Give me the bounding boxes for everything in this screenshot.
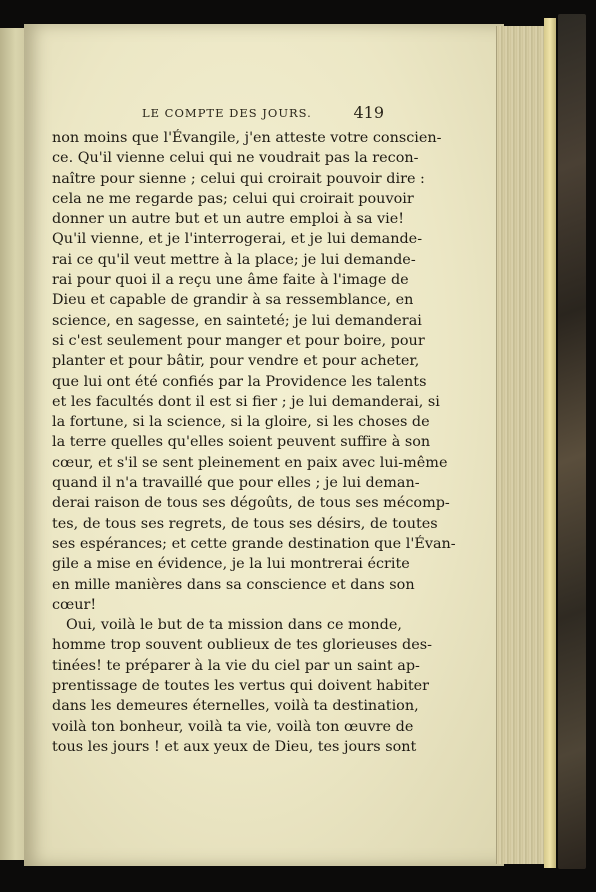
text-line: prentissage de toutes les vertus qui doivent habiter [52,678,430,695]
running-head [140,103,384,124]
text-line: rai ce qu'il veut mettre à la place; je lui demande- [52,251,416,268]
text-line: tous les jours ! et aux yeux de Dieu, tes jours sont [52,738,417,755]
book-spine-board [544,18,556,868]
text-line: science, en sagesse, en sainteté; je lui demanderai [52,312,422,329]
text-line: tes, de tous ses regrets, de tous ses désirs, de toutes [52,515,438,532]
text-line: Qu'il vienne, et je l'interrogerai, et je lui demande- [52,231,423,248]
text-line: voilà ton bonheur, voilà ta vie, voilà ton œuvre de [52,718,414,735]
text-line: Dieu et capable de grandir à sa ressemblance, en [52,292,414,309]
text-line: et les facultés dont il est si fier ; je lui demanderai, si [52,393,440,410]
text-line: dans les demeures éternelles, voilà ta destination, [52,698,419,715]
text-line: naître pour sienne ; celui qui croirait pouvoir dire : [52,170,425,187]
text-line: tinées! te préparer à la vie du ciel par un saint ap- [52,657,420,674]
text-line: rai pour quoi il a reçu une âme faite à l'image de [52,272,409,289]
text-line: ses espérances; et cette grande destination que l'Évan- [52,535,456,552]
text-line: cœur! [52,596,97,613]
page-block-edge [496,26,547,864]
marbled-cover [558,14,586,869]
text-line: derai raison de tous ses dégoûts, de tous ses mécomp- [52,495,450,512]
text-line: cela ne me regarde pas; celui qui croirait pouvoir [52,190,414,207]
text-line: ce. Qu'il vienne celui qui ne voudrait pas la recon- [52,150,419,167]
facing-page-edge [0,28,27,860]
text-line: gile a mise en évidence, je la lui montrerai écrite [52,556,410,573]
text-line: homme trop souvent oublieux de tes glorieuses des- [52,637,432,654]
text-line: en mille manières dans sa conscience et dans son [52,576,415,593]
text-line: si c'est seulement pour manger et pour boire, pour [52,332,425,349]
text-line: non moins que l'Évangile, j'en atteste votre conscien- [52,130,442,146]
text-line: quand il n'a travaillé que pour elles ; je lui deman- [52,475,420,492]
text-line: planter et pour bâtir, pour vendre et pour acheter, [52,353,420,370]
page-number: 419 [353,103,384,122]
body-text [52,128,456,757]
text-line: donner un autre but et un autre emploi à sa vie! [52,211,405,228]
running-head-title: LE COMPTE DES JOURS. [142,106,312,120]
text-line: Oui, voilà le but de ta mission dans ce monde, [66,617,402,634]
text-line: cœur, et s'il se sent pleinement en paix avec lui-même [52,454,448,471]
text-line: que lui ont été confiés par la Providence les talents [52,373,427,390]
text-line: la terre quelles qu'elles soient peuvent suffire à son [52,434,431,451]
text-line: la fortune, si la science, si la gloire, si les choses de [52,414,430,431]
